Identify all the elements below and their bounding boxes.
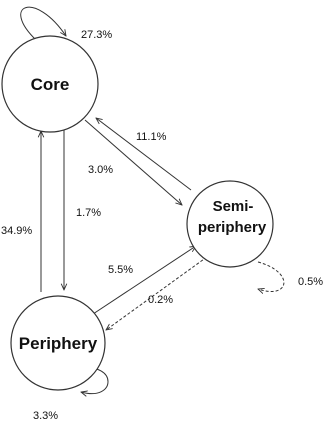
label-periphery-self: 3.3% [33, 410, 59, 422]
edge-core-to-semiperiphery [85, 120, 182, 205]
label-core-to-semi: 3.0% [88, 164, 114, 176]
label-semi-to-periphery: 0.2% [148, 294, 174, 306]
label-semi-self: 0.5% [298, 276, 324, 288]
edge-periphery-to-semiperiphery [90, 246, 196, 316]
node-core-label: Core [30, 75, 70, 94]
label-core-to-periphery: 1.7% [76, 207, 102, 219]
node-periphery-label: Periphery [18, 334, 98, 353]
core-self-loop [21, 7, 66, 40]
label-periphery-to-core: 34.9% [1, 225, 33, 237]
semiperiphery-self-loop [258, 262, 284, 292]
label-core-self: 27.3% [81, 29, 113, 41]
edge-semiperiphery-to-core [96, 118, 191, 190]
node-semiperiphery-label-line2: periphery [197, 219, 267, 236]
label-semi-to-core: 11.1% [136, 131, 167, 143]
label-periphery-to-semi: 5.5% [108, 264, 134, 276]
node-semiperiphery-label-line1: Semi- [212, 198, 254, 215]
